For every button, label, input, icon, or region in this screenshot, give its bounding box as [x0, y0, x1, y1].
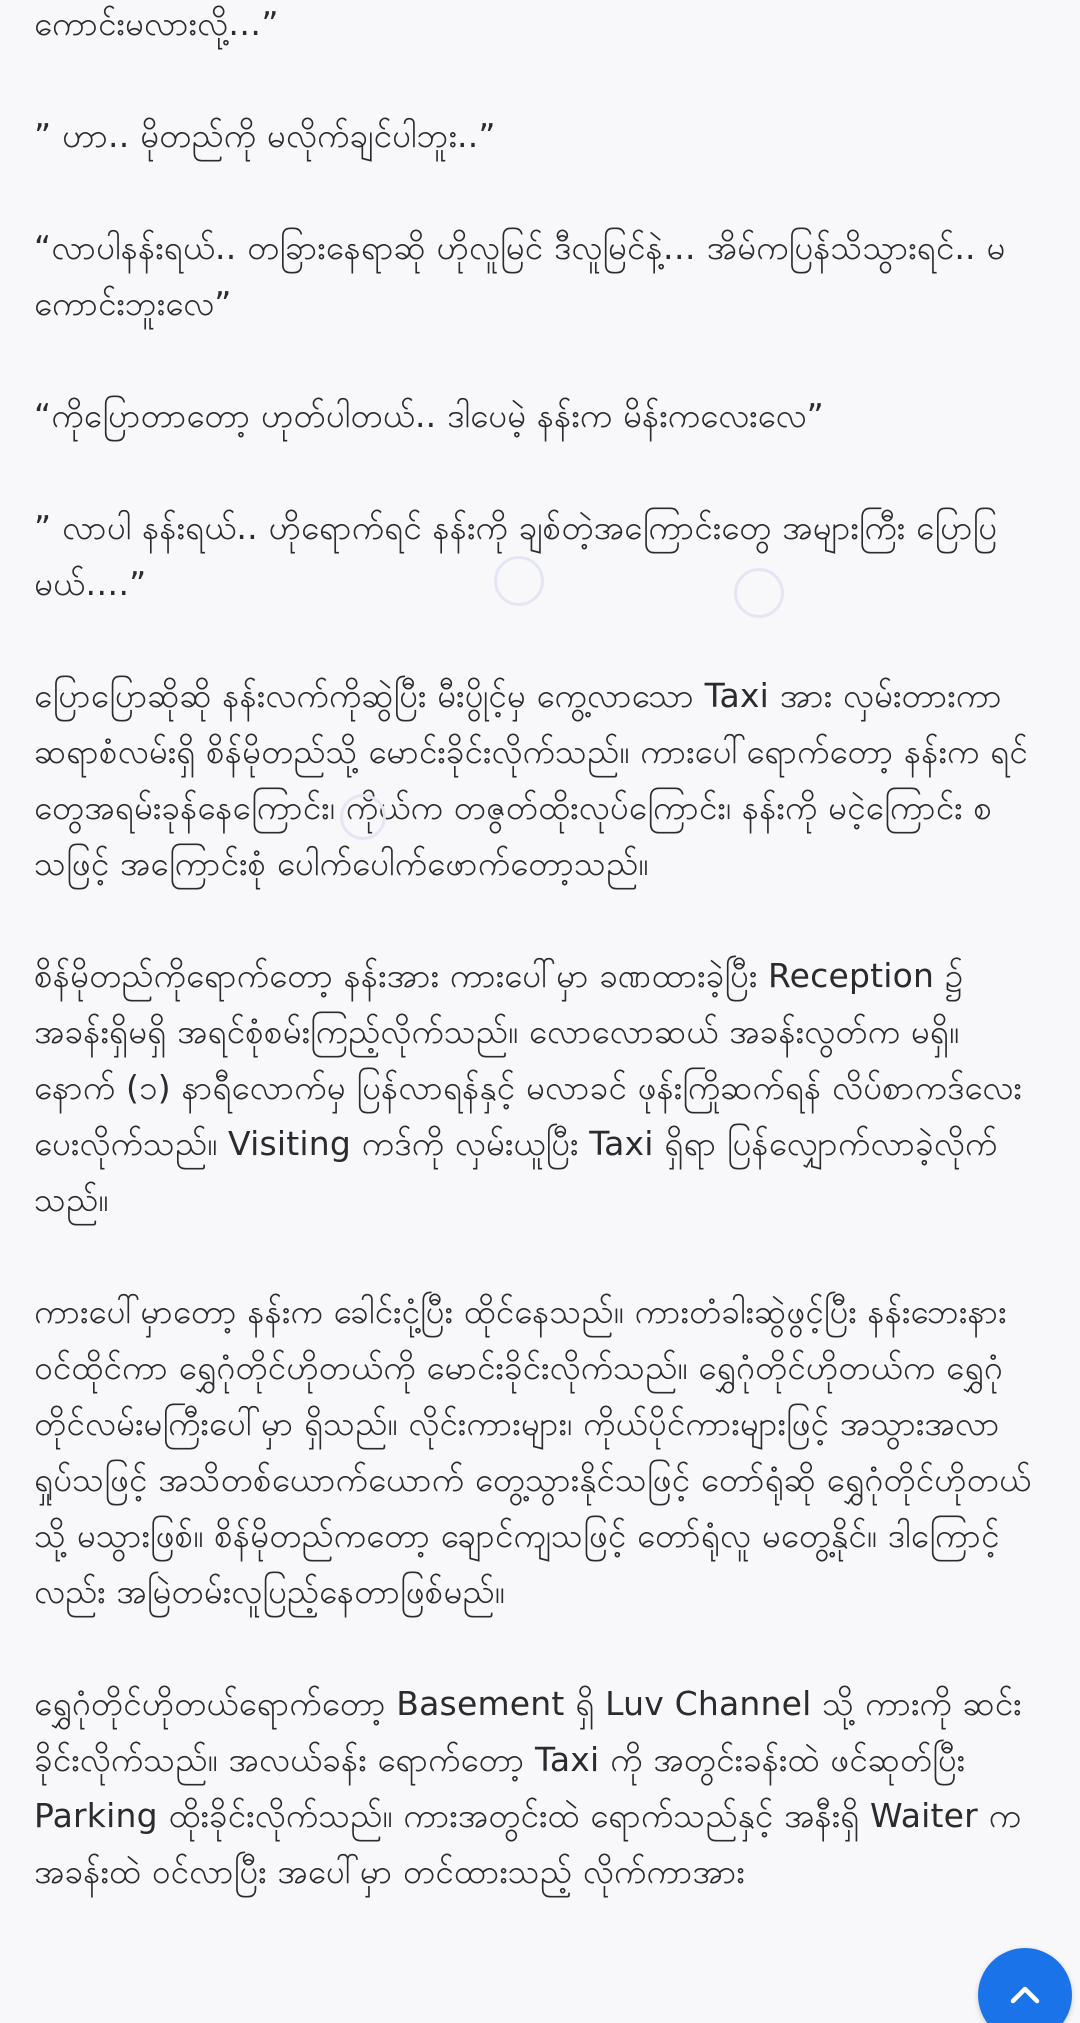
scroll-to-top-button[interactable]: [978, 1948, 1072, 2023]
touch-ripple-indicator: [340, 794, 386, 840]
paragraph: “ကိုပြောတာတော့ ဟုတ်ပါတယ်.. ဒါပေမဲ့ နန်းက မိန်းကလေးလေ”: [34, 396, 824, 435]
paragraph: ” လာပါ နန်းရယ်.. ဟိုရောက်ရင် နန်းကို ချစ်တဲ့အကြောင်းတွေ အများကြီး ပြောပြမယ်….”: [34, 508, 998, 603]
paragraph: စိန်မိုတည်ကိုရောက်တော့ နန်းအား ကားပေါ်မှာ ခဏထားခဲ့ပြီး Reception ၌ အခန်းရှိမရှိ အရင်စုံစမ်းကြည့်လိုက်သည်။ လောလောဆယ် အခန်းလွတ်က မရှိ။ နောက် (၁) နာရီလောက်မှ ပြန်လာရန်နှင့် မလာခင် ဖုန်းကြိုဆက်ရန် လိပ်စာကဒ်လေး ပေးလိုက်သည်။ Visiting ကဒ်ကို လှမ်းယူပြီး Taxi ရှိရာ ပြန်လျှောက်လာခဲ့လိုက်သည်။: [34, 956, 1022, 1219]
paragraph: ရွှေဂုံတိုင်ဟိုတယ်ရောက်တော့ Basement ရှိ Luv Channel သို့ ကားကို ဆင်းခိုင်းလိုက်သည်။ အလယ်ခန်း ရောက်တော့ Taxi ကို အတွင်းခန်းထဲ ဖင်ဆုတ်ပြီး Parking ထိုးခိုင်းလိုက်သည်။ ကားအတွင်းထဲ ရောက်သည်နှင့် အနီးရှိ Waiter က အခန်းထဲ ဝင်လာပြီး အပေါ်မှာ တင်ထားသည့် လိုက်ကာအား: [34, 1684, 1022, 1891]
paragraph: “လာပါနန်းရယ်.. တခြားနေရာဆို ဟိုလူမြင် ဒီလူမြင်နဲ့… အိမ်ကပြန်သိသွားရင်.. မကောင်းဘူးလေ”: [34, 228, 1006, 323]
paragraph: ကားပေါ်မှာတော့ နန်းက ခေါင်းငုံ့ပြီး ထိုင်နေသည်။ ကားတံခါးဆွဲဖွင့်ပြီး နန်းဘေးနား ဝင်ထိုင်ကာ ရွှေဂုံတိုင်ဟိုတယ်ကို မောင်းခိုင်းလိုက်သည်။ ရွှေဂုံတိုင်ဟိုတယ်က ရွှေဂုံတိုင်လမ်းမကြီးပေါ်မှာ ရှိသည်။ လိုင်းကားများ၊ ကိုယ်ပိုင်ကားများဖြင့် အသွားအလာ ရှုပ်သဖြင့် အသိတစ်ယောက်ယောက် တွေ့သွားနိုင်သဖြင့် တော်ရုံဆို ရွှေဂုံတိုင်ဟိုတယ်သို့ မသွားဖြစ်။ စိန်မိုတည်ကတော့ ချောင်ကျသဖြင့် တော်ရုံလူ မတွေ့နိုင်။ ဒါကြောင့်လည်း အမြဲတမ်းလူပြည့်နေတာဖြစ်မည်။: [34, 1292, 1032, 1611]
touch-ripple-indicator: [494, 556, 544, 606]
article-body: [34, 0, 1044, 1956]
chevron-up-icon: [1005, 1975, 1045, 2015]
paragraph: ကောင်းမလားလို့…”: [34, 4, 279, 43]
paragraph: ပြောပြောဆိုဆို နန်းလက်ကိုဆွဲပြီး မီးပွိုင့်မှ ကွေ့လာသော Taxi အား လှမ်းတားကာ ဆရာစံလမ်းရှိ စိန်မိုတည်သို့ မောင်းခိုင်းလိုက်သည်။ ကားပေါ်ရောက်တော့ နန်းက ရင်တွေအရမ်းခုန်နေကြောင်း၊ ကိုယ်က တဇွတ်ထိုးလုပ်ကြောင်း၊ နန်းကို မငဲ့ကြောင်း စသဖြင့် အကြောင်းစုံ ပေါက်ပေါက်ဖောက်တော့သည်။: [34, 676, 1028, 883]
touch-ripple-indicator: [734, 568, 784, 618]
paragraph: ” ဟာ.. မိုတည်ကို မလိုက်ချင်ပါဘူး..”: [34, 116, 496, 155]
